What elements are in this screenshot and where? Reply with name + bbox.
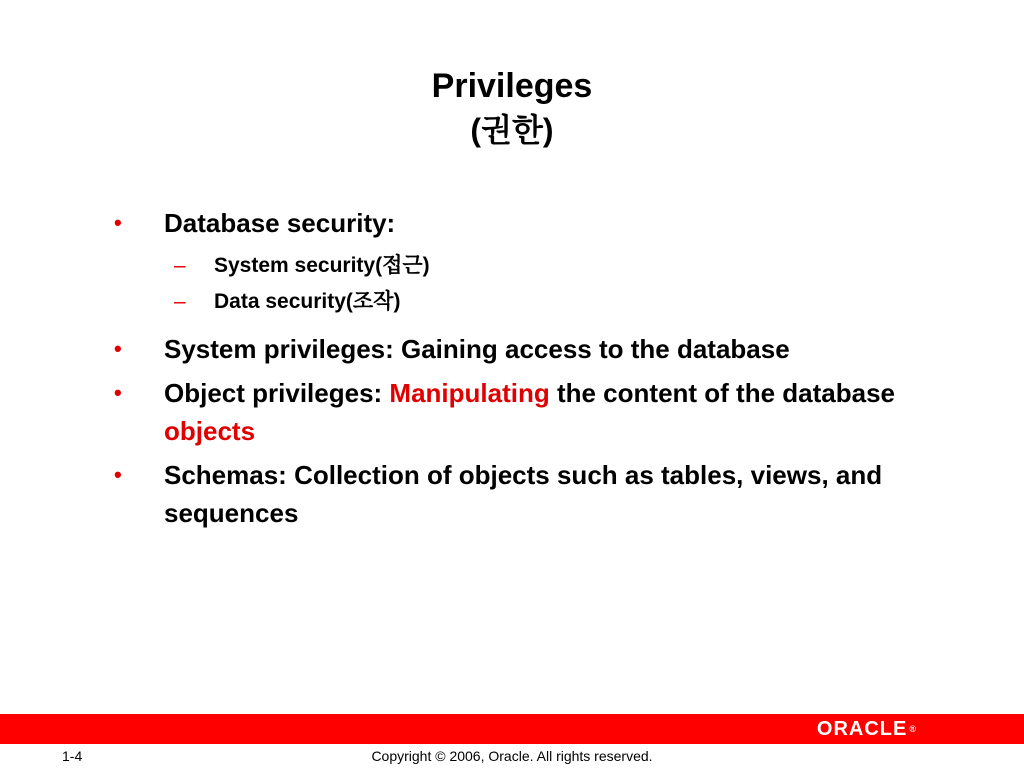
bullet-text-part: Object privileges: [164, 378, 390, 408]
bullet-item-object-privileges [108, 374, 928, 450]
bullet-item-system-privileges [108, 330, 928, 368]
bullet-item-schemas [108, 456, 928, 532]
bullet-list [108, 204, 928, 538]
bullet-marker: • [114, 380, 122, 405]
sub-bullet-marker: – [174, 290, 186, 313]
bullet-marker: • [114, 210, 122, 235]
sub-bullet-text: System security(접근) [214, 254, 430, 277]
slide-title [0, 64, 1024, 152]
bullet-text: Schemas: Collection of objects such as tables, views, and sequences [164, 460, 883, 528]
sub-bullet-text: Data security(조작) [214, 290, 401, 313]
logo-registered-mark: ® [909, 724, 916, 734]
highlight-manipulating: Manipulating [389, 378, 550, 408]
bullet-marker: • [114, 462, 122, 487]
title-line-2: (권한) [470, 112, 554, 148]
highlight-objects: objects [164, 416, 256, 446]
oracle-logo [817, 718, 916, 740]
bullet-item-database-security [108, 204, 928, 242]
copyright-notice: Copyright © 2006, Oracle. All rights reserved. [371, 748, 653, 764]
page-number: 1-4 [62, 748, 83, 764]
sub-bullet-list [108, 248, 928, 320]
footer-bar [0, 714, 1024, 744]
sub-bullet-system-security [108, 248, 928, 284]
bullet-text [164, 378, 895, 446]
bullet-text: System privileges: Gaining access to the database [164, 334, 790, 364]
bullet-text-part: the content of the database [549, 378, 895, 408]
bullet-text: Database security: [164, 208, 396, 238]
sub-bullet-marker: – [174, 254, 186, 277]
sub-bullet-data-security [108, 284, 928, 320]
bullet-marker: • [114, 336, 122, 361]
logo-text: ORACLE [816, 718, 908, 740]
title-line-1: Privileges [431, 67, 593, 105]
